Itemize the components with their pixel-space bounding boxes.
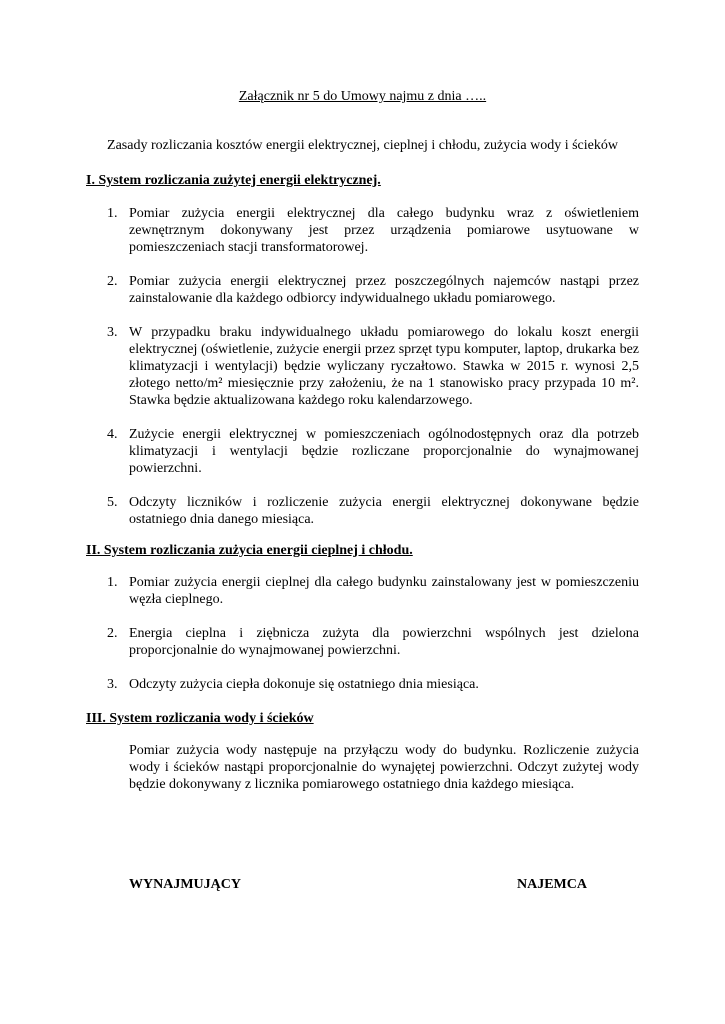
list-item (107, 676, 639, 693)
list-item-number: 1. (107, 575, 118, 590)
attachment-title: Załącznik nr 5 do Umowy najmu z dnia ….. (238, 89, 487, 104)
section-1-heading: I. System rozliczania zużytej energii elektrycznej. (86, 173, 381, 188)
list-item-number: 3. (107, 325, 118, 340)
tenant-signature-label: NAJEMCA (517, 877, 587, 892)
section-2-heading: II. System rozliczania zużycia energii cieplnej i chłodu. (86, 543, 413, 558)
list-item-text: Pomiar zużycia energii cieplnej dla całego budynku zainstalowany jest w pomieszczeniu węzła cieplnego. (129, 575, 639, 607)
list-item (107, 494, 639, 528)
section-3-heading: III. System rozliczania wody i ścieków (86, 711, 314, 726)
list-item-text: Odczyty zużycia ciepła dokonuje się ostatniego dnia miesiąca. (129, 677, 479, 692)
list-item-number: 4. (107, 427, 118, 442)
list-item-text: Pomiar zużycia energii elektrycznej dla całego budynku wraz z oświetleniem zewnętrznym dokonywany jest przez urządzenia pomiarowe usytuowane w pomieszczeniach stacji transformatorowej. (129, 206, 639, 255)
list-item (107, 324, 639, 409)
section-3-paragraph: Pomiar zużycia wody następuje na przyłączu wody do budynku. Rozliczenie zużycia wody i ścieków nastąpi proporcjonalnie do wynajętej powierzchni. Odczyt zużytej wody będzie dokonywany z licznika pomiarowego ostatniego dnia każdego miesiąca. (129, 743, 639, 792)
landlord-signature-label: WYNAJMUJĄCY (129, 877, 241, 892)
list-item-text: Odczyty liczników i rozliczenie zużycia energii elektrycznej dokonywane będzie ostatniego dnia danego miesiąca. (129, 495, 639, 527)
list-item (107, 574, 639, 608)
list-item-text: W przypadku braku indywidualnego układu pomiarowego do lokalu koszt energii elektrycznej (oświetlenie, zużycie energii przez sprzęt typu komputer, laptop, drukarka bez klimatyzacji i wentylacji) będzie wyliczany ryczałtowo. Stawka w 2015 r. wynosi 2,5 złotego netto/m² miesięcznie przy założeniu, że na 1 stanowisko pracy przypada 10 m². Stawka będzie aktualizowana każdego roku kalendarzowego. (129, 325, 639, 408)
document-title: Zasady rozliczania kosztów energii elektrycznej, cieplnej i chłodu, zużycia wody i ścieków (107, 138, 618, 153)
list-item (107, 273, 639, 307)
list-item-number: 3. (107, 677, 118, 692)
list-item (107, 205, 639, 256)
list-item-number: 1. (107, 206, 118, 221)
list-item-text: Pomiar zużycia energii elektrycznej przez poszczególnych najemców nastąpi przez zainstalowanie dla każdego odbiorcy indywidualnego układu pomiarowego. (129, 274, 639, 306)
list-item-text: Energia cieplna i ziębnicza zużyta dla powierzchni wspólnych jest dzielona proporcjonalnie do wynajmowanej powierzchni. (129, 626, 639, 658)
list-item-number: 5. (107, 495, 118, 510)
list-item-number: 2. (107, 626, 118, 641)
section-2-list (107, 574, 639, 710)
section-1-list (107, 205, 639, 545)
list-item-number: 2. (107, 274, 118, 289)
list-item-text: Zużycie energii elektrycznej w pomieszczeniach ogólnodostępnych oraz dla potrzeb klimatyzacji i wentylacji będzie rozliczane proporcjonalnie do wynajmowanej powierzchni. (129, 427, 639, 476)
list-item (107, 426, 639, 477)
list-item (107, 625, 639, 659)
